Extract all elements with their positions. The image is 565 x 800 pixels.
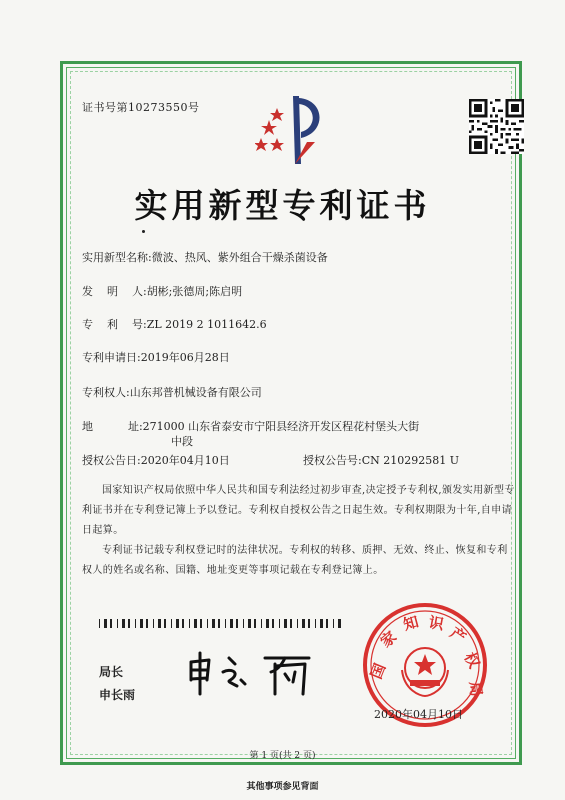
notice-paragraph-2: 专利证书记载专利权登记时的法律状况。专利权的转移、质押、无效、终止、恢复和专利权人的姓名或名称、国籍、地址变更等事项记载在专利登记簿上。: [82, 545, 508, 576]
grant-date-value: 2020年04月10日: [140, 454, 230, 467]
barcode-bar: [146, 619, 148, 628]
barcode-bar: [200, 619, 202, 628]
barcode-bar: [243, 619, 244, 628]
svg-text:产: 产: [446, 623, 470, 647]
svg-text:权: 权: [460, 649, 484, 672]
svg-text:局: 局: [466, 680, 486, 698]
inventor-value: 胡彬;张德周;陈启明: [146, 285, 243, 298]
barcode-bar: [212, 619, 215, 628]
barcode-bar: [279, 619, 280, 628]
filing-date-label: 专利申请日:: [82, 351, 141, 364]
barcode-bar: [236, 619, 238, 628]
grant-number-value: CN 210292581 U: [361, 454, 460, 467]
barcode-bar: [171, 619, 172, 628]
director-name-label: 申长雨: [99, 688, 136, 702]
address-label: 地 址:: [82, 420, 143, 433]
barcode-bar: [320, 619, 323, 628]
inventor-row: [82, 285, 242, 299]
patentee-label: 专利权人:: [82, 386, 130, 399]
barcode-bar: [272, 619, 274, 628]
address-value-line2: 中段: [171, 435, 193, 448]
patentee-row: [82, 386, 262, 400]
barcode-bar: [128, 619, 130, 628]
barcode-bar: [261, 619, 262, 628]
handwritten-signature: [185, 650, 315, 698]
address-row: [82, 420, 419, 434]
barcode-bar: [122, 619, 125, 628]
barcode-bar: [218, 619, 220, 628]
certificate-number: 证书号第10273550号: [82, 101, 200, 114]
barcode-bar: [194, 619, 197, 628]
director-label: 局长: [99, 665, 124, 679]
barcode-bar: [225, 619, 226, 628]
barcode-bar: [135, 619, 136, 628]
barcode-bar: [164, 619, 166, 628]
grant-date-label: 授权公告日:: [82, 454, 141, 467]
barcode-bar: [302, 619, 305, 628]
barcode-bar: [140, 619, 143, 628]
utility-name-row: [82, 251, 328, 265]
patent-number-label: 专 利 号:: [82, 318, 147, 331]
seal-date: 2020年04月10日: [374, 708, 463, 721]
patentee-value: 山东邦普机械设备有限公司: [129, 386, 262, 399]
patent-number-row: [82, 318, 267, 332]
svg-text:知: 知: [401, 612, 421, 634]
barcode: [99, 619, 344, 628]
svg-text:家: 家: [377, 627, 401, 652]
grant-number-row: [303, 454, 459, 468]
filing-date-row: [82, 351, 230, 365]
grant-date-row: [82, 454, 230, 468]
utility-name-label: 实用新型名称:: [82, 251, 152, 264]
footer-note: 其他事项参见背面: [246, 782, 319, 792]
barcode-bar: [338, 619, 341, 628]
barcode-bar: [333, 619, 334, 628]
barcode-bar: [158, 619, 161, 628]
inventor-label: 发 明 人:: [82, 285, 147, 298]
page-number: 第 1 页(共 2 页): [249, 751, 316, 761]
notice-text: [82, 481, 516, 581]
barcode-bar: [297, 619, 298, 628]
barcode-bar: [315, 619, 316, 628]
barcode-bar: [290, 619, 292, 628]
barcode-bar: [104, 619, 107, 628]
barcode-bar: [207, 619, 208, 628]
barcode-bar: [182, 619, 184, 628]
patent-number-value: ZL 2019 2 1011642.6: [146, 318, 267, 331]
address-value-line1: 271000 山东省泰安市宁阳县经济开发区程花村堡头大街: [142, 420, 420, 433]
document-title: 实用新型专利证书: [134, 186, 431, 225]
barcode-bar: [248, 619, 251, 628]
grant-number-label: 授权公告号:: [303, 454, 362, 467]
svg-text:国: 国: [367, 660, 390, 682]
barcode-bar: [254, 619, 256, 628]
barcode-bar: [176, 619, 179, 628]
barcode-bar: [189, 619, 190, 628]
filing-date-value: 2019年06月28日: [140, 351, 230, 364]
barcode-bar: [110, 619, 112, 628]
notice-paragraph-1: 国家知识产权局依照中华人民共和国专利法经过初步审查,决定授予专利权,颁发实用新型专利证书并在专利登记簿上予以登记。专利权自授权公告之日起生效。专利权期限为十年,自申请日起算。: [82, 485, 515, 536]
svg-text:识: 识: [427, 613, 446, 634]
barcode-bar: [326, 619, 328, 628]
decorative-dot: [142, 230, 145, 233]
barcode-bar: [99, 619, 100, 628]
barcode-bar: [308, 619, 310, 628]
qr-code: [469, 99, 524, 154]
utility-name-value: 微波、热风、紫外组合干燥杀菌设备: [151, 251, 328, 264]
barcode-bar: [153, 619, 154, 628]
cnipa-emblem-icon: [255, 88, 335, 168]
barcode-bar: [230, 619, 233, 628]
barcode-bar: [284, 619, 287, 628]
barcode-bar: [266, 619, 269, 628]
barcode-bar: [117, 619, 118, 628]
